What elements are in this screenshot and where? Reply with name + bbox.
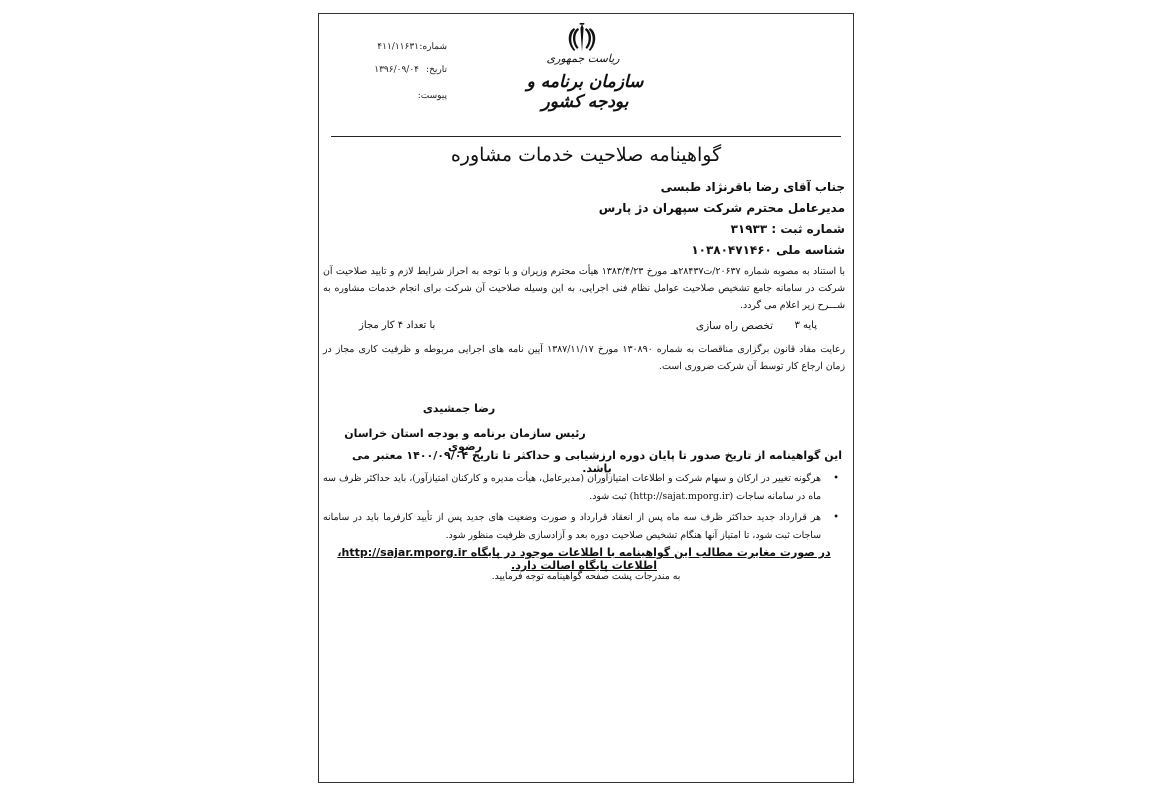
compliance-paragraph: رعایت مفاد قانون برگزاری مناقصات به شماره ۱۳۰۸۹۰ مورخ ۱۳۸۷/۱۱/۱۷ آیین نامه های اجرایی مربوطه و ظرفیت کاری مجاز در زمان ارجاع کار توسط آن شرکت ضروری است.	[323, 344, 846, 372]
grade-capacity: با تعداد ۴ کار مجاز	[359, 320, 436, 331]
note-text: هرگونه تغییر در ارکان و سهام شرکت و اطلاعات امتیازآوران (مدیرعامل، هیأت مدیره و کارکنان امتیازآور)، باید حداکثر ظرف سه ماه در سامانه ساجات (http://sajat.mporg.ir) ثبت شود.	[323, 473, 821, 502]
number-value: ۴۱۱/۱۱۶۳۱	[377, 42, 419, 52]
iran-emblem-icon	[565, 22, 599, 56]
bullet-icon: •	[833, 512, 839, 523]
warning-statement: در صورت مغایرت مطالب این گواهینامه با اطلاعات موجود در پایگاه http://sajar.mporg.ir، اطلاعات پایگاه اصالت دارد.	[337, 546, 831, 572]
notes-list	[323, 470, 845, 548]
date-label: تاریخ:	[426, 65, 447, 75]
header-divider	[331, 136, 841, 137]
signatory-title: رئیس سازمان برنامه و بودجه استان خراسان رضوی	[344, 427, 586, 453]
grade-specialty: تخصص راه سازی	[695, 320, 773, 332]
note-item	[323, 470, 845, 506]
validity-statement: این گواهینامه از تاریخ صدور تا پایان دوره ارزشیابی و حداکثر تا تاریخ ۱۴۰۰/۰۹/۰۴ معتبر می باشد.	[351, 449, 843, 475]
page-title: گواهینامه صلاحیت خدمات مشاوره	[450, 144, 722, 166]
number-label: شماره:	[419, 42, 447, 52]
certificate-page	[318, 13, 854, 783]
note-item	[323, 509, 845, 545]
org-subtitle: ریاست جمهوری	[546, 52, 620, 65]
date-value: ۱۳۹۶/۰۹/۰۴	[374, 65, 419, 75]
signatory-name: رضا جمشیدی	[422, 402, 496, 415]
note-text: هر قرارداد جدید حداکثر ظرف سه ماه پس از انعقاد قرارداد و صورت وضعیت های جدید پس از تأیید کارفرما باید در سامانه ساجات ثبت شود، تا امتیاز آنها هنگام تشخیص صلاحیت دوره بعد و آزادسازی ظرفیت منظور شود.	[323, 512, 821, 541]
org-title: سازمان برنامه و بودجه کشور	[526, 72, 644, 112]
national-id: شناسه ملی ۱۰۳۸۰۴۷۱۴۶۰	[691, 243, 845, 257]
bullet-icon: •	[833, 473, 839, 484]
recipient-position: مدیرعامل محترم شرکت سپهران دژ پارس	[598, 201, 845, 215]
grade-level: پایه ۳	[794, 320, 817, 331]
back-page-note: به مندرجات پشت صفحه گواهینامه توجه فرمایید.	[491, 571, 681, 582]
registration-number: شماره ثبت : ۳۱۹۳۳	[730, 222, 845, 236]
attachment-label: پیوست:	[417, 91, 447, 101]
body-paragraph: با استناد به مصوبه شماره ۲۰۶۳۷/ت۲۸۴۳۷هـ مورخ ۱۳۸۳/۴/۲۳ هیأت محترم وزیران و با توجه به احراز شرایط لازم و تایید صلاحیت آن شرکت در سامانه جامع تشخیص صلاحیت عوامل نظام فنی اجرایی، به این وسیله صلاحیت آن شرکت برای انجام خدمات مشاوره به شـــرح زیر اعلام می گردد.	[323, 266, 845, 311]
recipient-salutation: جناب آقای رضا باقرنژاد طبسی	[660, 180, 845, 194]
